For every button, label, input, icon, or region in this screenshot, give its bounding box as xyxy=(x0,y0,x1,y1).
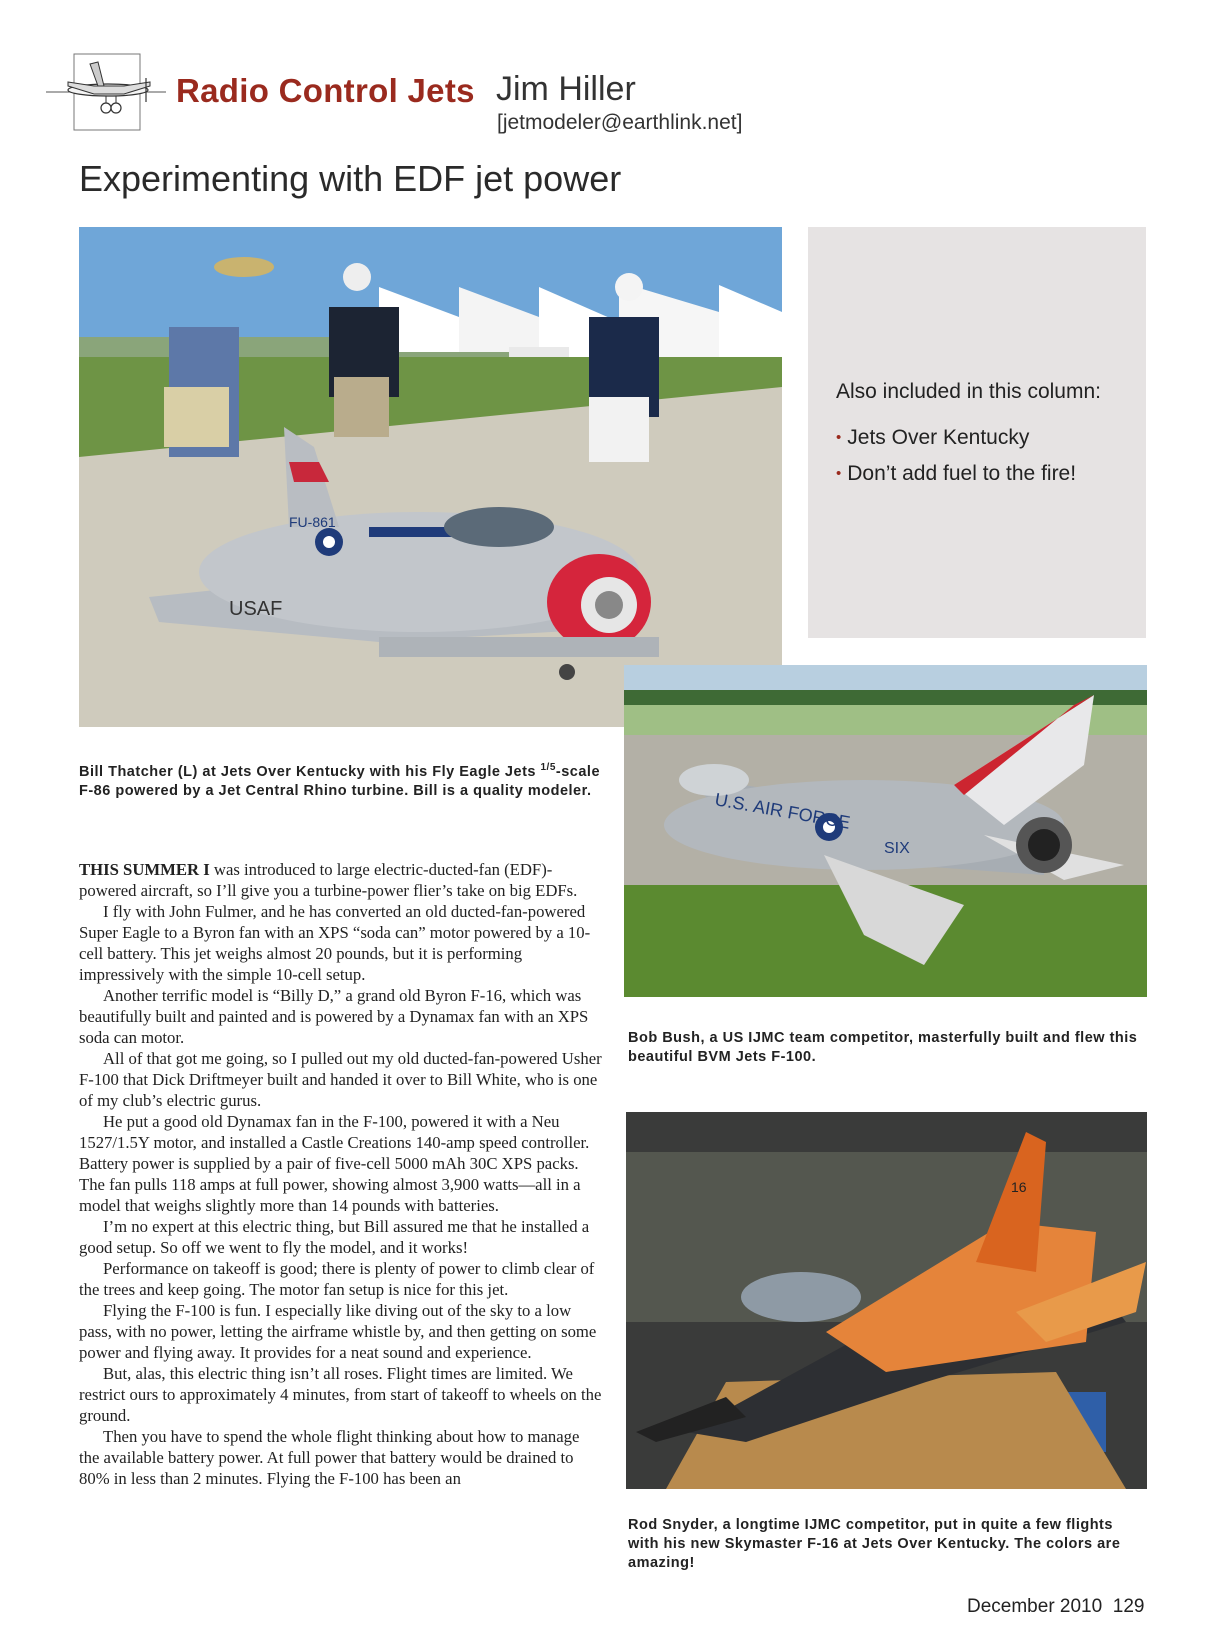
photo-f100 xyxy=(624,665,1147,997)
paragraph: I’m no expert at this electric thing, but Bill assured me that he installed a good setup. So off we went to fly the model, and it works! xyxy=(79,1217,590,1257)
paragraph: He put a good old Dynamax fan in the F-100, powered it with a Neu 1527/1.5Y motor, and installed a Castle Creations 140-amp speed controller. Battery power is supplied by a pair of five-cell 5000 mAh 30C XPS packs. The fan pulls 118 amps at full power, showing almost 3,900 watts—all in a model that weighs slightly more than 14 pounds with batteries. xyxy=(79,1112,590,1215)
svg-text:USAF: USAF xyxy=(229,598,283,620)
paragraph: Another terrific model is “Billy D,” a grand old Byron F-16, which was beautifully built and painted and is powered by a Dynamax fan with an XPS soda can motor. xyxy=(79,986,589,1047)
article-headline: Experimenting with EDF jet power xyxy=(79,158,622,199)
paragraph: But, alas, this electric thing isn’t all roses. Flight times are limited. We restrict ours to approximately 4 minutes, from start of takeoff to wheels on the ground. xyxy=(79,1364,602,1425)
paragraph: THIS SUMMER I was introduced to large electric-ducted-fan (EDF)-powered aircraft, so I’ll give you a turbine-power flier’s take on big EDFs. xyxy=(79,860,578,900)
photo2-caption: Bob Bush, a US IJMC team competitor, masterfully built and flew this beautiful BVM Jets F-100. xyxy=(628,1030,1138,1065)
svg-text:FU-861: FU-861 xyxy=(289,514,336,530)
svg-text:U.S. AIR FORCE: U.S. AIR FORCE xyxy=(713,789,852,833)
photo-f86 xyxy=(79,227,782,727)
author-name: Jim Hiller xyxy=(496,70,636,108)
rc-airplane-logo-icon xyxy=(46,52,168,134)
paragraph: Then you have to spend the whole flight thinking about how to manage the available battery power. At full power that battery would be drained to 80% in less than 2 minutes. Flying the F-100 has been an xyxy=(79,1427,580,1488)
sidebar-title: Also included in this column: xyxy=(836,380,1101,403)
paragraph: Flying the F-100 is fun. I especially like diving out of the sky to a low pass, with no power, letting the airframe whistle by, and then getting on some power and flying away. It provides for a neat sound and experience. xyxy=(79,1301,597,1362)
bullet-icon: • xyxy=(836,429,842,446)
svg-text:16: 16 xyxy=(1011,1179,1027,1195)
column-title: Radio Control Jets xyxy=(176,72,475,109)
paragraph: Performance on takeoff is good; there is plenty of power to climb clear of the trees and keep going. The motor fan setup is nice for this jet. xyxy=(79,1259,595,1299)
paragraph: All of that got me going, so I pulled out my old ducted-fan-powered Usher F-100 that Dick Driftmeyer built and handed it over to Bill White, who is one of my club’s electric gurus. xyxy=(79,1049,602,1110)
page-number: 129 xyxy=(1112,1596,1145,1617)
sidebar-list xyxy=(836,426,1076,498)
issue-date: December 2010 xyxy=(967,1596,1103,1617)
sidebar-item: • Jets Over Kentucky xyxy=(836,426,1030,449)
also-included-box xyxy=(808,227,1146,638)
photo3-caption: Rod Snyder, a longtime IJMC competitor, put in quite a few flights with his new Skymaster F-16 at Jets Over Kentucky. The colors are amazing! xyxy=(628,1517,1121,1571)
bullet-icon: • xyxy=(836,465,842,482)
paragraph: I fly with John Fulmer, and he has converted an old ducted-fan-powered Super Eagle to a Byron fan with an XPS “soda can” motor powered by a 10-cell battery. This jet weighs almost 20 pounds, but it is performing impressively with the simple 10-cell setup. xyxy=(79,902,591,984)
sidebar-item: • Don’t add fuel to the fire! xyxy=(836,462,1077,485)
page-footer xyxy=(967,1596,1144,1618)
article-body xyxy=(79,859,603,1489)
svg-text:SIX: SIX xyxy=(884,840,910,857)
author-email: [jetmodeler@earthlink.net] xyxy=(497,111,743,134)
photo-f16 xyxy=(626,1112,1147,1489)
photo1-caption: Bill Thatcher (L) at Jets Over Kentucky with his Fly Eagle Jets $^{1/5}$-scale F-86 powered by a Jet Central Rhino turbine. Bill is a quality modeler. xyxy=(79,762,601,799)
